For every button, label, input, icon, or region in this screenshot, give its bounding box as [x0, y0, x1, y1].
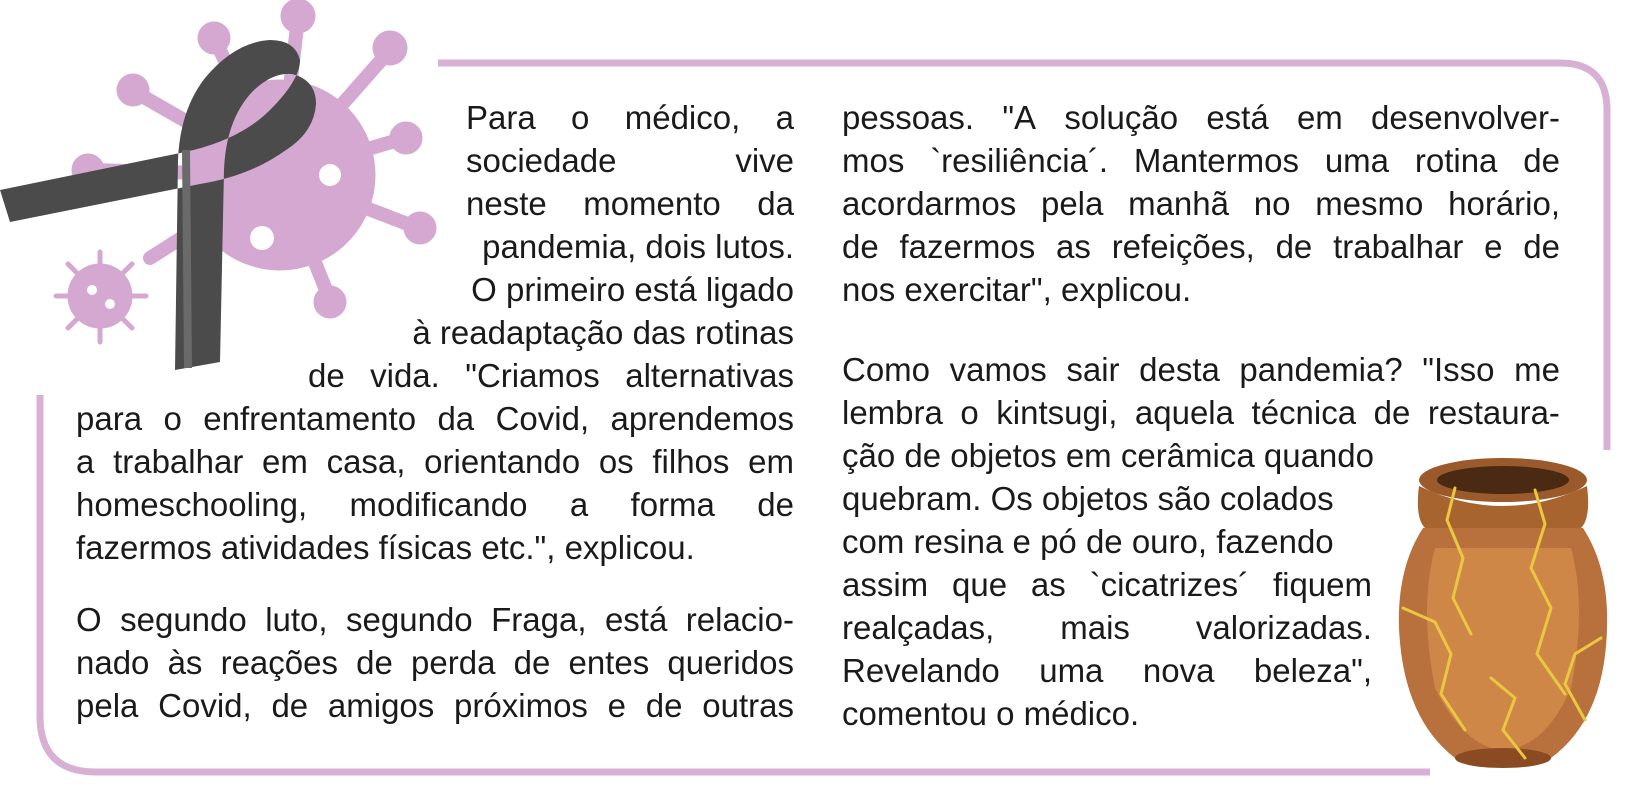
- word: modificando: [349, 486, 528, 523]
- word: acordarmos: [842, 185, 1017, 222]
- word: de: [842, 228, 879, 265]
- word: enfrentamento: [203, 400, 417, 437]
- col2-line-10: com resina e pó de ouro, fazendo: [842, 523, 1334, 560]
- word: para: [76, 400, 143, 437]
- word: vida.: [370, 357, 440, 394]
- col2-line-9: quebram. Os objetos são colados: [842, 480, 1334, 517]
- word: "Criamos: [465, 357, 600, 394]
- word: os: [598, 443, 634, 480]
- word: neste: [466, 185, 547, 222]
- word: aprendemos: [610, 400, 794, 437]
- word: em: [748, 443, 794, 480]
- word: está: [604, 601, 668, 638]
- word: Covid,: [495, 400, 590, 437]
- word: Mantermos: [1133, 142, 1299, 179]
- word: de: [1275, 228, 1313, 265]
- col1-line-8: [76, 397, 794, 440]
- word: a: [569, 486, 589, 523]
- col1-line-5: O primeiro está ligado: [471, 271, 794, 308]
- word: de: [645, 687, 683, 724]
- word: Como: [842, 351, 931, 388]
- col2-line-1: [842, 96, 1560, 139]
- word: no: [1253, 185, 1291, 222]
- word: vamos: [949, 351, 1047, 388]
- word: queridos: [667, 644, 794, 681]
- word: médico,: [624, 99, 741, 136]
- word: assim: [842, 566, 929, 603]
- col1-line-12: [76, 598, 794, 641]
- word: homeschooling,: [76, 486, 308, 523]
- word: perda: [411, 644, 496, 681]
- word: kintsugi,: [996, 394, 1118, 431]
- word: às: [167, 644, 203, 681]
- word: luto,: [265, 601, 328, 638]
- word: as: [1056, 228, 1091, 265]
- word: Covid,: [158, 687, 252, 724]
- word: sair: [1066, 351, 1120, 388]
- word: mais: [1060, 609, 1130, 646]
- word: o: [163, 400, 182, 437]
- word: alternativas: [625, 357, 794, 394]
- word: restaura-: [1427, 394, 1560, 431]
- col2-line-8: ção de objetos em cerâmica quando: [842, 437, 1374, 474]
- col2-line-7: [842, 391, 1560, 434]
- word: da: [437, 400, 475, 437]
- word: Para: [466, 99, 536, 136]
- word: o: [960, 394, 979, 431]
- word: rotina: [1414, 142, 1498, 179]
- col1-line-13: [76, 641, 794, 684]
- word: `cicatrizes´: [1089, 566, 1250, 603]
- word: "A: [1002, 99, 1037, 136]
- word: de: [1523, 228, 1560, 265]
- word: as: [1030, 566, 1066, 603]
- word: a: [76, 443, 95, 480]
- word: de: [271, 687, 309, 724]
- word: segundo: [120, 601, 247, 638]
- word: pessoas.: [842, 99, 975, 136]
- word: valorizadas.: [1195, 609, 1372, 646]
- word: forma: [630, 486, 715, 523]
- small-virus-icon: [56, 252, 146, 342]
- word: solução: [1064, 99, 1179, 136]
- word: e: [607, 687, 627, 724]
- word: Revelando: [842, 652, 1000, 689]
- word: próximos: [454, 687, 588, 724]
- col1-line-11: fazermos atividades físicas etc.", explicou.: [76, 529, 695, 566]
- col2-line-13: [842, 649, 1372, 692]
- word: da: [757, 185, 794, 222]
- word: desta: [1139, 351, 1220, 388]
- word: entes: [568, 644, 650, 681]
- word: "Isso: [1422, 351, 1495, 388]
- word: pela: [76, 687, 139, 724]
- word: a: [775, 99, 794, 136]
- col1-line-10: [76, 483, 794, 526]
- col2-line-11: [842, 563, 1372, 606]
- word: reações: [220, 644, 338, 681]
- word: fiquem: [1272, 566, 1372, 603]
- word: casa,: [326, 443, 406, 480]
- word: mos: [842, 142, 905, 179]
- col1-line-14: [76, 684, 794, 727]
- col2-line-12: [842, 606, 1372, 649]
- word: amigos: [327, 687, 435, 724]
- word: relacio-: [685, 601, 794, 638]
- col1-line-6: à readaptação das rotinas: [412, 314, 794, 351]
- word: trabalhar: [113, 443, 244, 480]
- col1-line-4: pandemia, dois lutos.: [482, 228, 794, 265]
- word: fazermos: [899, 228, 1036, 265]
- word: mesmo: [1315, 185, 1424, 222]
- word: uma: [1324, 142, 1390, 179]
- col2-line-6: [842, 348, 1560, 391]
- word: O: [76, 601, 102, 638]
- word: vive: [735, 142, 794, 179]
- word: pela: [1040, 185, 1104, 222]
- word: de: [356, 644, 393, 681]
- word: de: [1373, 394, 1411, 431]
- word: em: [1296, 99, 1343, 136]
- word: realçadas,: [842, 609, 995, 646]
- word: horário,: [1448, 185, 1560, 222]
- word: de: [513, 644, 551, 681]
- col2-line-4: [842, 225, 1560, 268]
- word: orientando: [424, 443, 581, 480]
- word: técnica: [1251, 394, 1357, 431]
- col2-line-2: [842, 139, 1560, 182]
- word: `resiliência´.: [930, 142, 1109, 179]
- col1-line-1: [466, 96, 794, 139]
- word: em: [262, 443, 308, 480]
- word: sociedade: [466, 142, 617, 179]
- word: beleza",: [1253, 652, 1372, 689]
- word: lembra: [842, 394, 943, 431]
- word: outras: [702, 687, 794, 724]
- col2-line-3: [842, 182, 1560, 225]
- word: refeições,: [1111, 228, 1255, 265]
- word: nova: [1142, 652, 1215, 689]
- word: nado: [76, 644, 150, 681]
- word: que: [952, 566, 1008, 603]
- word: trabalhar: [1333, 228, 1464, 265]
- word: e: [1484, 228, 1503, 265]
- col1-line-7: [308, 354, 794, 397]
- word: de: [1523, 142, 1560, 179]
- kintsugi-jar-icon: [1395, 458, 1610, 778]
- word: momento: [583, 185, 721, 222]
- word: Fraga,: [491, 601, 587, 638]
- col1-line-2: [466, 139, 794, 182]
- word: segundo: [346, 601, 473, 638]
- col1-line-9: [76, 440, 794, 483]
- word: me: [1514, 351, 1560, 388]
- word: pandemia?: [1239, 351, 1403, 388]
- col2-line-14: comentou o médico.: [842, 695, 1140, 732]
- word: uma: [1039, 652, 1104, 689]
- word: de: [308, 357, 345, 394]
- word: de: [757, 486, 794, 523]
- word: manhã: [1128, 185, 1229, 222]
- word: o: [571, 99, 590, 136]
- word: está: [1206, 99, 1269, 136]
- col2-line-5: nos exercitar", explicou.: [842, 271, 1192, 308]
- col1-line-3: [466, 182, 794, 225]
- word: filhos: [652, 443, 730, 480]
- word: aquela: [1134, 394, 1234, 431]
- word: desenvolver-: [1371, 99, 1560, 136]
